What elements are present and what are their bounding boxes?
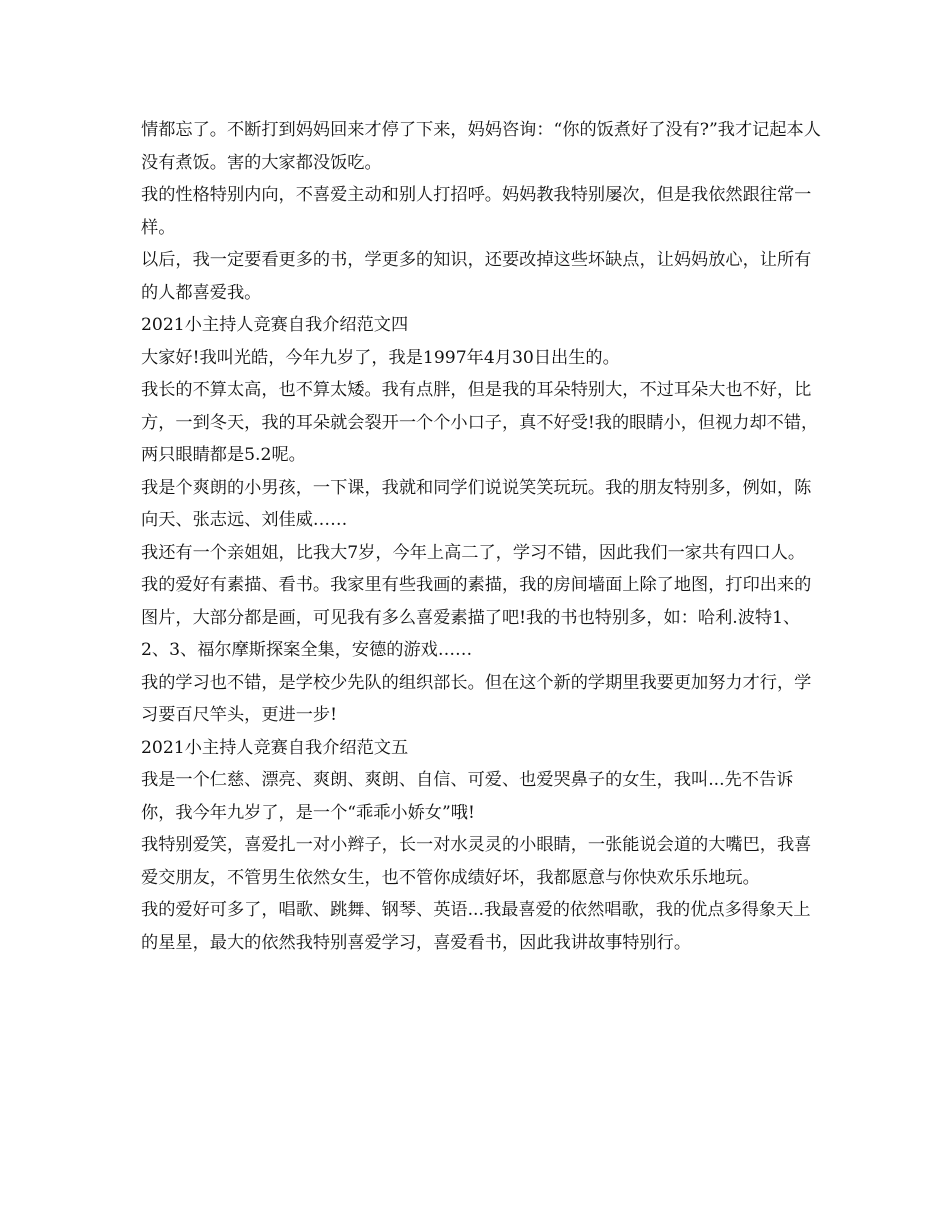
paragraph: 大家好!我叫光皓，今年九岁了，我是1997年4月30日出生的。	[141, 347, 620, 368]
document-body	[141, 114, 821, 959]
paragraph: 我还有一个亲姐姐，比我大7岁，今年上高二了，学习不错，因此我们一家共有四口人。	[141, 542, 806, 563]
paragraph: 我是一个仁慈、漂亮、爽朗、爽朗、自信、可爱、也爱哭鼻子的女生，我叫...先不告诉你，我今年九岁了，是一个“乖乖小娇女”哦!	[141, 770, 794, 823]
paragraph: 我长的不算太高，也不算太矮。我有点胖，但是我的耳朵特别大，不过耳朵大也不好，比方，一到冬天，我的耳朵就会裂开一个个小口子，真不好受!我的眼睛小，但视力却不错，两只眼睛都是5.2呢。	[141, 380, 819, 465]
section-heading: 2021小主持人竞赛自我介绍范文四	[141, 315, 409, 335]
paragraph: 我的性格特别内向，不喜爱主动和别人打招呼。妈妈教我特别屡次，但是我依然跟往常一样。	[141, 185, 812, 238]
paragraph: 我的学习也不错，是学校少先队的组织部长。但在这个新的学期里我要更加努力才行，学习要百尺竿头，更进一步!	[141, 672, 812, 725]
paragraph: 我是个爽朗的小男孩，一下课，我就和同学们说说笑笑玩玩。我的朋友特别多，例如，陈向天、张志远、刘佳威……	[141, 477, 812, 530]
paragraph: 我的爱好有素描、看书。我家里有些我画的素描，我的房间墙面上除了地图，打印出来的图片，大部分都是画，可见我有多么喜爱素描了吧!我的书也特别多，如：哈利.波特1、2、3、福尔摩斯探案全集，安德的游戏……	[141, 575, 812, 660]
paragraph: 我的爱好可多了，唱歌、跳舞、钢琴、英语...我最喜爱的依然唱歌，我的优点多得象天上的星星，最大的依然我特别喜爱学习，喜爱看书，因此我讲故事特别行。	[141, 900, 811, 953]
paragraph: 我特别爱笑，喜爱扎一对小辫子，长一对水灵灵的小眼睛，一张能说会道的大嘴巴，我喜爱交朋友，不管男生依然女生，也不管你成绩好坏，我都愿意与你快欢乐乐地玩。	[141, 835, 812, 888]
paragraph: 情都忘了。不断打到妈妈回来才停了下来，妈妈咨询：“你的饭煮好了没有?”我才记起本人没有煮饭。害的大家都没饭吃。	[141, 120, 821, 173]
paragraph: 以后，我一定要看更多的书，学更多的知识，还要改掉这些坏缺点，让妈妈放心，让所有的人都喜爱我。	[141, 250, 812, 303]
section-heading: 2021小主持人竞赛自我介绍范文五	[141, 737, 409, 758]
